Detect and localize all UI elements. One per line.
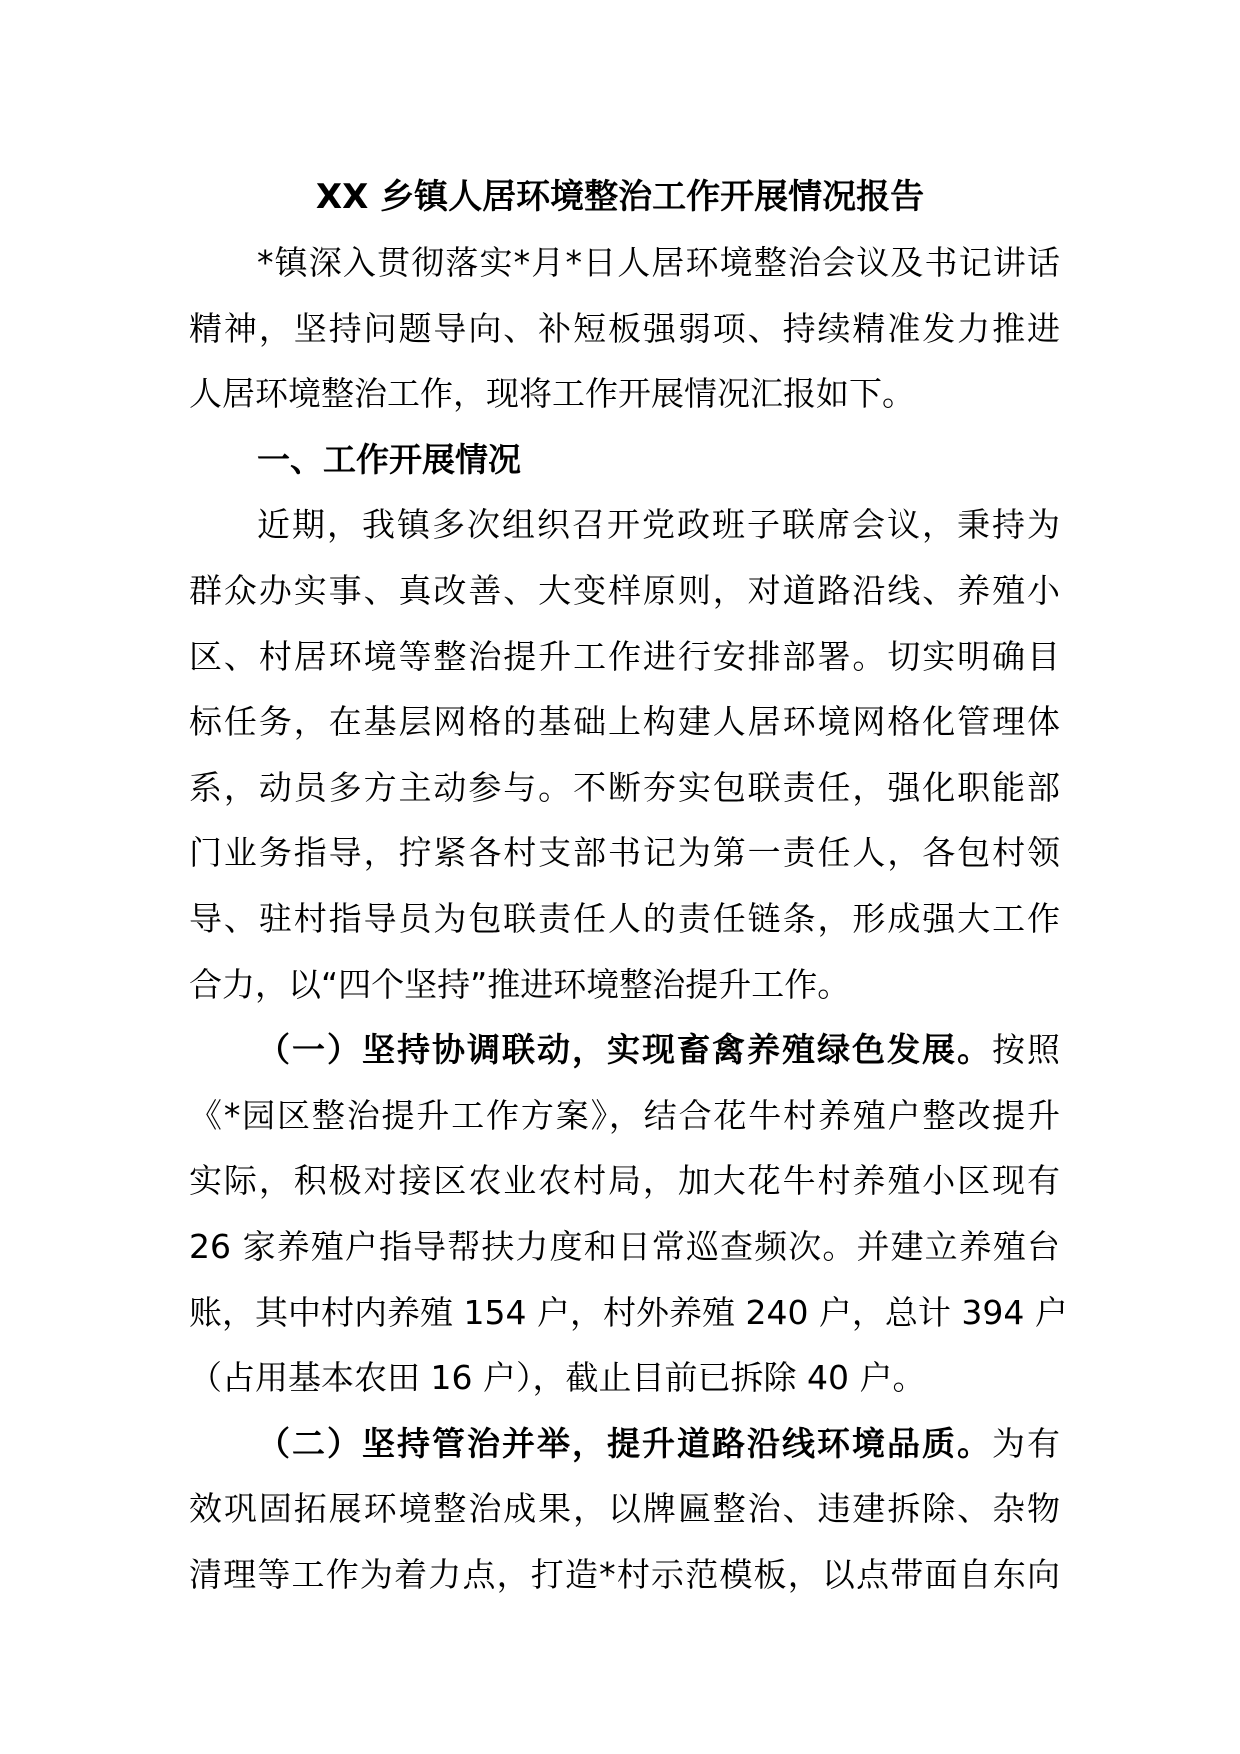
bold-heading-text: （一）坚持协调联动，实现畜禽养殖绿色发展。 [257, 1030, 992, 1070]
body-text: （占用基本农田 16 户），截止目前已拆除 40 户。 [189, 1358, 926, 1398]
text-line [189, 1093, 1060, 1159]
text-line [189, 1158, 1060, 1224]
text-line [189, 568, 1060, 634]
body-text: 26 家养殖户指导帮扶力度和日常巡查频次。并建立养殖台 [189, 1226, 1060, 1266]
body-text: 标任务，在基层网格的基础上构建人居环境网格化管理体 [189, 702, 1060, 742]
body-text: 门业务指导，拧紧各村支部书记为第一责任人，各包村领 [189, 833, 1060, 873]
text-line [189, 1421, 1060, 1487]
body-text: 清理等工作为着力点，打造*村示范模板，以点带面自东向 [189, 1554, 1060, 1594]
body-text: 效巩固拓展环境整治成果，以牌匾整治、违建拆除、杂物 [189, 1489, 1060, 1529]
text-line [189, 437, 1060, 503]
text-line [189, 1224, 1060, 1290]
text-line [189, 699, 1060, 765]
body-text: 群众办实事、真改善、大变样原则，对道路沿线、养殖小 [189, 570, 1060, 610]
text-line [189, 371, 1060, 437]
body-text: 系，动员多方主动参与。不断夯实包联责任，强化职能部 [189, 767, 1060, 807]
body-text: 精神，坚持问题导向、补短板强弱项、持续精准发力推进 [189, 308, 1060, 348]
text-line [189, 1552, 1060, 1618]
body-text: 账，其中村内养殖 154 户，村外养殖 240 户，总计 394 户 [189, 1292, 1068, 1332]
body-text: 近期，我镇多次组织召开党政班子联席会议，秉持为 [257, 505, 1060, 545]
text-line [189, 830, 1060, 896]
text-line [189, 1027, 1060, 1093]
text-line [189, 1290, 1068, 1356]
bold-heading-text: 一、工作开展情况 [257, 439, 521, 479]
body-text: 为有 [992, 1423, 1060, 1463]
text-line [189, 634, 1060, 700]
bold-heading-text: （二）坚持管治并举，提升道路沿线环境品质。 [257, 1423, 992, 1463]
text-line [189, 502, 1060, 568]
body-text: 导、驻村指导员为包联责任人的责任链条，形成强大工作 [189, 898, 1060, 938]
text-line [189, 306, 1060, 372]
text-line [189, 765, 1060, 831]
document-body [189, 240, 1068, 1617]
body-text: 实际，积极对接区农业农村局，加大花牛村养殖小区现有 [189, 1161, 1060, 1201]
text-line [189, 1486, 1060, 1552]
body-text: 人居环境整治工作，现将工作开展情况汇报如下。 [189, 374, 915, 414]
document-title: XX 乡镇人居环境整治工作开展情况报告 [315, 177, 925, 217]
body-text: 《*园区整治提升工作方案》，结合花牛村养殖户整改提升 [189, 1095, 1060, 1135]
text-line [189, 962, 1060, 1028]
text-line [189, 240, 1060, 306]
text-line [189, 896, 1060, 962]
body-text: 区、村居环境等整治提升工作进行安排部署。切实明确目 [189, 636, 1060, 676]
text-line [189, 1355, 1060, 1421]
body-text: 合力，以“四个坚持”推进环境整治提升工作。 [189, 964, 851, 1004]
body-text: 按照 [992, 1030, 1060, 1070]
body-text: *镇深入贯彻落实*月*日人居环境整治会议及书记讲话 [257, 243, 1060, 282]
